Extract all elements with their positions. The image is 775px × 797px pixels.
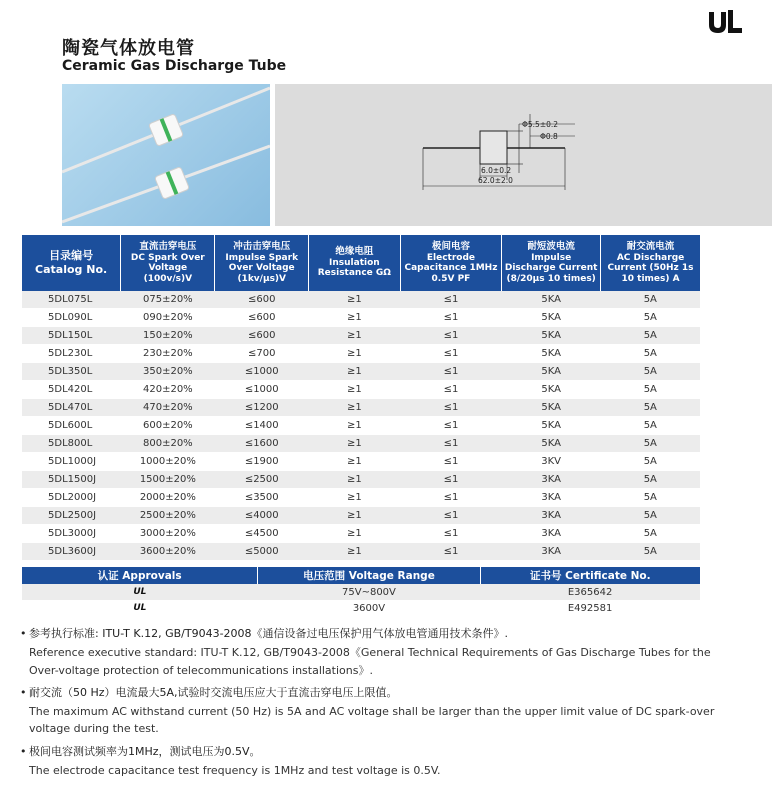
header-dc-spark: 直流击穿电压 DC Spark Over Voltage (100v/s)V [121, 235, 215, 291]
cell-ac-discharge: 5A [601, 291, 700, 309]
table-row [22, 381, 700, 399]
table-row [22, 471, 700, 489]
cell-impulse-spark: ≤600 [215, 309, 309, 327]
cell-capacitance: ≤1 [400, 345, 502, 363]
cell-ac-discharge: 5A [601, 471, 700, 489]
cell-ac-discharge: 5A [601, 453, 700, 471]
cell-dc-spark: 230±20% [121, 345, 215, 363]
cell-capacitance: ≤1 [400, 453, 502, 471]
cell-ac-discharge: 5A [601, 381, 700, 399]
table-row [22, 435, 700, 453]
spec-table-header [22, 235, 700, 291]
cell-ac-discharge: 5A [601, 309, 700, 327]
cell-catalog-no: 5DL1500J [22, 471, 121, 489]
cell-impulse-discharge: 5KA [502, 345, 601, 363]
table-row [22, 291, 700, 309]
cell-catalog-no: 5DL3000J [22, 525, 121, 543]
cell-capacitance: ≤1 [400, 417, 502, 435]
bullet-icon: • [20, 627, 27, 640]
approval-row [22, 584, 700, 600]
cell-impulse-spark: ≤1600 [215, 435, 309, 453]
table-row [22, 453, 700, 471]
cell-insulation: ≥1 [308, 291, 400, 309]
certificate-header: 证书号 Certificate No. [480, 567, 700, 584]
cell-impulse-spark: ≤1000 [215, 381, 309, 399]
header-capacitance: 极间电容 Electrode Capacitance 1MHz 0.5V PF [400, 235, 502, 291]
cell-dc-spark: 3000±20% [121, 525, 215, 543]
page-title-cn: 陶瓷气体放电管 [62, 38, 195, 59]
cell-impulse-discharge: 5KA [502, 327, 601, 345]
cell-capacitance: ≤1 [400, 399, 502, 417]
approvals-table [22, 567, 700, 616]
table-row [22, 417, 700, 435]
dim-body-diameter: Φ5.5±0.2 [522, 120, 559, 129]
cell-insulation: ≥1 [308, 471, 400, 489]
cell-capacitance: ≤1 [400, 471, 502, 489]
cell-capacitance: ≤1 [400, 291, 502, 309]
cell-insulation: ≥1 [308, 507, 400, 525]
cell-catalog-no: 5DL470L [22, 399, 121, 417]
cell-dc-spark: 090±20% [121, 309, 215, 327]
header-impulse-discharge: 耐短波电流 Impulse Discharge Current (8/20μs 10 times) [502, 235, 601, 291]
dimension-drawing [275, 84, 772, 226]
cell-impulse-spark: ≤1000 [215, 363, 309, 381]
cell-ac-discharge: 5A [601, 327, 700, 345]
header-insulation: 绝缘电阻 Insulation Resistance GΩ [308, 235, 400, 291]
header-catalog: 目录编号 Catalog No. [22, 235, 121, 291]
cell-impulse-discharge: 5KA [502, 309, 601, 327]
approval-voltage-range: 75V~800V [258, 584, 480, 600]
cell-capacitance: ≤1 [400, 435, 502, 453]
cell-insulation: ≥1 [308, 309, 400, 327]
cell-capacitance: ≤1 [400, 525, 502, 543]
cell-ac-discharge: 5A [601, 543, 700, 561]
cell-dc-spark: 1500±20% [121, 471, 215, 489]
cell-catalog-no: 5DL075L [22, 291, 121, 309]
approval-row [22, 600, 700, 616]
table-row [22, 543, 700, 561]
header-ac-discharge: 耐交流电流 AC Discharge Current (50Hz 1s 10 times) A [601, 235, 700, 291]
cell-impulse-discharge: 3KA [502, 507, 601, 525]
cell-ac-discharge: 5A [601, 489, 700, 507]
cell-catalog-no: 5DL150L [22, 327, 121, 345]
table-row [22, 507, 700, 525]
cell-insulation: ≥1 [308, 399, 400, 417]
note-capacitance: • 极间电容测试频率为1MHz，测试电压为0.5V。 The electrode capacitance test frequency is 1MHz and test voltage is 0.5V. [20, 745, 441, 777]
cell-impulse-discharge: 3KA [502, 471, 601, 489]
cell-impulse-discharge: 3KV [502, 453, 601, 471]
cell-insulation: ≥1 [308, 525, 400, 543]
cell-insulation: ≥1 [308, 363, 400, 381]
notes [20, 626, 760, 787]
cell-dc-spark: 470±20% [121, 399, 215, 417]
cell-impulse-discharge: 3KA [502, 543, 601, 561]
bullet-icon: • [20, 745, 27, 758]
cell-ac-discharge: 5A [601, 507, 700, 525]
cell-dc-spark: 800±20% [121, 435, 215, 453]
table-row [22, 327, 700, 345]
cell-insulation: ≥1 [308, 543, 400, 561]
cell-catalog-no: 5DL2000J [22, 489, 121, 507]
cell-dc-spark: 1000±20% [121, 453, 215, 471]
spec-table [22, 235, 700, 561]
cell-capacitance: ≤1 [400, 489, 502, 507]
cell-capacitance: ≤1 [400, 381, 502, 399]
product-photo [62, 84, 270, 226]
cell-dc-spark: 075±20% [121, 291, 215, 309]
cell-insulation: ≥1 [308, 453, 400, 471]
cell-impulse-spark: ≤700 [215, 345, 309, 363]
cell-impulse-discharge: 5KA [502, 291, 601, 309]
cell-catalog-no: 5DL800L [22, 435, 121, 453]
cell-catalog-no: 5DL350L [22, 363, 121, 381]
cell-catalog-no: 5DL420L [22, 381, 121, 399]
cell-impulse-discharge: 3KA [502, 525, 601, 543]
cell-insulation: ≥1 [308, 381, 400, 399]
header-impulse-spark: 冲击击穿电压 Impulse Spark Over Voltage (1kv/μs)V [215, 235, 309, 291]
dim-total-length: 62.0±2.0 [478, 176, 513, 185]
cell-ac-discharge: 5A [601, 399, 700, 417]
cell-capacitance: ≤1 [400, 363, 502, 381]
voltage-range-header: 电压范围 Voltage Range [258, 567, 480, 584]
table-row [22, 363, 700, 381]
cell-impulse-spark: ≤1200 [215, 399, 309, 417]
cell-dc-spark: 350±20% [121, 363, 215, 381]
cell-catalog-no: 5DL090L [22, 309, 121, 327]
cell-impulse-discharge: 3KA [502, 489, 601, 507]
cell-impulse-spark: ≤1900 [215, 453, 309, 471]
approvals-header: 认证 Approvals [22, 567, 258, 584]
page-title-en: Ceramic Gas Discharge Tube [62, 58, 287, 74]
ul-logo [705, 8, 745, 36]
dim-lead-diameter: Φ0.8 [540, 132, 558, 141]
cell-catalog-no: 5DL230L [22, 345, 121, 363]
cell-catalog-no: 5DL1000J [22, 453, 121, 471]
cell-insulation: ≥1 [308, 489, 400, 507]
table-row [22, 309, 700, 327]
cell-impulse-spark: ≤1400 [215, 417, 309, 435]
cell-impulse-spark: ≤4500 [215, 525, 309, 543]
table-row [22, 399, 700, 417]
bullet-icon: • [20, 686, 27, 699]
cell-ac-discharge: 5A [601, 417, 700, 435]
cell-dc-spark: 3600±20% [121, 543, 215, 561]
cell-impulse-discharge: 5KA [502, 399, 601, 417]
cell-impulse-discharge: 5KA [502, 363, 601, 381]
cell-ac-discharge: 5A [601, 525, 700, 543]
cell-dc-spark: 2500±20% [121, 507, 215, 525]
ul-mark-icon: UL [22, 584, 258, 600]
cell-catalog-no: 5DL3600J [22, 543, 121, 561]
cell-dc-spark: 150±20% [121, 327, 215, 345]
cell-ac-discharge: 5A [601, 435, 700, 453]
note-ac-current: • 耐交流（50 Hz）电流最大5A,试验时交流电压应大于直流击穿电压上限值。 The maximum AC withstand current (50 Hz) is 5A and AC voltage shall be larger than the upper limit value of DC spark-over voltage during the test. [20, 686, 715, 735]
cell-impulse-spark: ≤600 [215, 291, 309, 309]
note-standard: • 参考执行标准: ITU-T K.12, GB/T9043-2008《通信设备过电压保护用气体放电管通用技术条件》. Reference executive standard: ITU-T K.12, GB/T9043-2008《General Technical Requirements of Gas Discharge Tubes for the Over-voltage protection of telecommunications installations》. [20, 627, 711, 677]
cell-impulse-spark: ≤600 [215, 327, 309, 345]
cell-catalog-no: 5DL2500J [22, 507, 121, 525]
dim-body-length: 6.0±0.2 [481, 166, 512, 175]
cell-capacitance: ≤1 [400, 309, 502, 327]
cell-dc-spark: 600±20% [121, 417, 215, 435]
table-row [22, 525, 700, 543]
cell-capacitance: ≤1 [400, 507, 502, 525]
cell-impulse-spark: ≤3500 [215, 489, 309, 507]
cell-impulse-discharge: 5KA [502, 435, 601, 453]
cell-ac-discharge: 5A [601, 363, 700, 381]
cell-dc-spark: 420±20% [121, 381, 215, 399]
cell-impulse-spark: ≤4000 [215, 507, 309, 525]
cell-capacitance: ≤1 [400, 543, 502, 561]
approval-certificate: E365642 [480, 584, 700, 600]
table-row [22, 489, 700, 507]
cell-capacitance: ≤1 [400, 327, 502, 345]
cell-impulse-spark: ≤2500 [215, 471, 309, 489]
cell-impulse-spark: ≤5000 [215, 543, 309, 561]
cell-insulation: ≥1 [308, 345, 400, 363]
cell-insulation: ≥1 [308, 327, 400, 345]
table-row [22, 345, 700, 363]
approval-certificate: E492581 [567, 602, 613, 614]
cell-insulation: ≥1 [308, 435, 400, 453]
ul-mark-icon: UL [133, 603, 147, 613]
approval-voltage-range: 3600V [352, 602, 386, 614]
cell-impulse-discharge: 5KA [502, 381, 601, 399]
cell-catalog-no: 5DL600L [22, 417, 121, 435]
cell-impulse-discharge: 5KA [502, 417, 601, 435]
cell-ac-discharge: 5A [601, 345, 700, 363]
cell-insulation: ≥1 [308, 417, 400, 435]
cell-dc-spark: 2000±20% [121, 489, 215, 507]
